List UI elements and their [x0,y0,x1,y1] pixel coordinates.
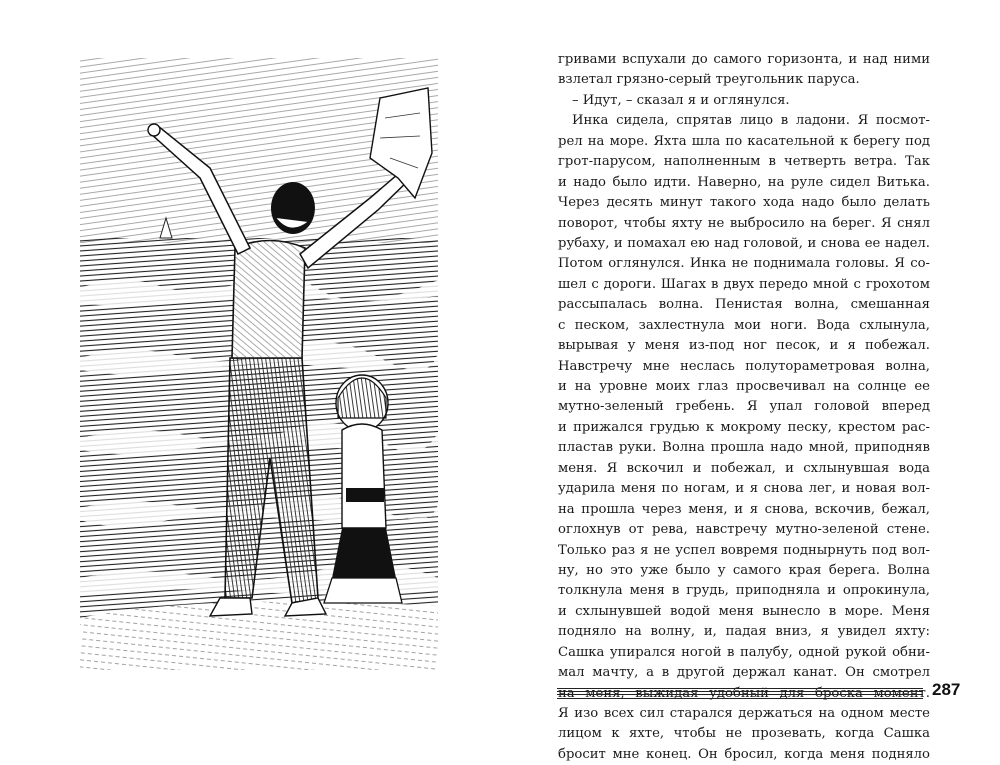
text-line: грот-парусом, наполненным в четверть ветра. Так [558,154,930,170]
text-line: рел на море. Яхта шла по касательной к берегу под [558,133,930,149]
text-line: Инка сидела, спрятав лицо в ладони. Я посмот- [572,113,930,129]
text-line: меня. Я вскочил и побежал, и схлынувшая вода [558,460,930,476]
text-line: взлетал грязно-серый треугольник паруса. [558,72,860,88]
text-line: пластав руки. Волна прошла надо мной, приподняв [558,440,930,456]
text-line: поворот, чтобы яхту не выбросило на берег. Я снял [558,215,930,231]
footer-rule [557,688,923,699]
text-line: Навстречу мне неслась полутораметровая волна, [558,358,930,374]
text-line: толкнула меня в грудь, приподняла и опрокинула, [558,583,930,599]
text-line: и на уровне моих глаз просвечивал на солнце ее [558,379,930,394]
text-line: мал мачту, а в другой держал канат. Он смотрел [558,665,930,681]
beach-waves-illustration-icon [80,58,438,670]
text-line: с песком, захлестнула мои ноги. Вода схлынула, [558,317,930,333]
text-line: на меня, выжидая удобный для броска момент. [558,685,930,701]
text-line: и прижался грудью к мокрому песку, крестом рас- [558,419,930,435]
text-line: рассыпалась волна. Пенистая волна, смешанная [558,297,930,313]
text-line: шел с дороги. Шагах в двух передо мной с грохотом [558,276,930,292]
text-line: Потом оглянулся. Инка не поднимала головы. Я со- [558,256,930,272]
text-line: гривами вспухали до самого горизонта, и над ними [558,52,930,67]
text-line: оглохнув от рева, навстречу мутно-зеленой стене. [558,522,930,538]
text-line: ну, но это уже было у самого края берега. Волна [558,562,930,578]
text-line: и надо было идти. Наверно, на руле сидел Витька. [558,174,930,190]
text-line: на прошла через меня, и я снова, вскочив, бежал, [558,501,930,517]
text-line: бросит мне конец. Он бросил, когда меня подняло [558,746,930,762]
text-line: Сашка упирался ногой в палубу, одной рукой обни- [558,644,930,660]
page-number: 287 [932,680,961,699]
text-line: Я изо всех сил старался держаться на одном месте [558,706,930,721]
text-line: вырывая у меня из-под ног песок, и я побежал. [558,338,930,354]
right-page [500,0,1000,762]
text-line: рубаху, и помахал ею над головой, и снова ее надел. [558,235,930,251]
text-line: мутно-зеленый гребень. Я упал головой вперед [558,399,930,415]
text-line: и схлынувшей водой меня вынесло в море. Меня [558,603,930,619]
left-page [0,0,500,749]
text-line: ударила меня по ногам, и я снова лег, и новая вол- [558,481,930,497]
text-line: лицом к яхте, чтобы не прозевать, когда Сашка [558,726,930,742]
text-line: Только раз я не успел вовремя поднырнуть под вол- [558,542,930,558]
text-line: Через десять минут такого хода надо было делать [558,195,930,211]
text-line: подняло на волну, и, падая вниз, я увидел яхту: [558,624,930,640]
body-text [558,50,930,765]
text-line: – Идут, – сказал я и оглянулся. [572,92,790,108]
